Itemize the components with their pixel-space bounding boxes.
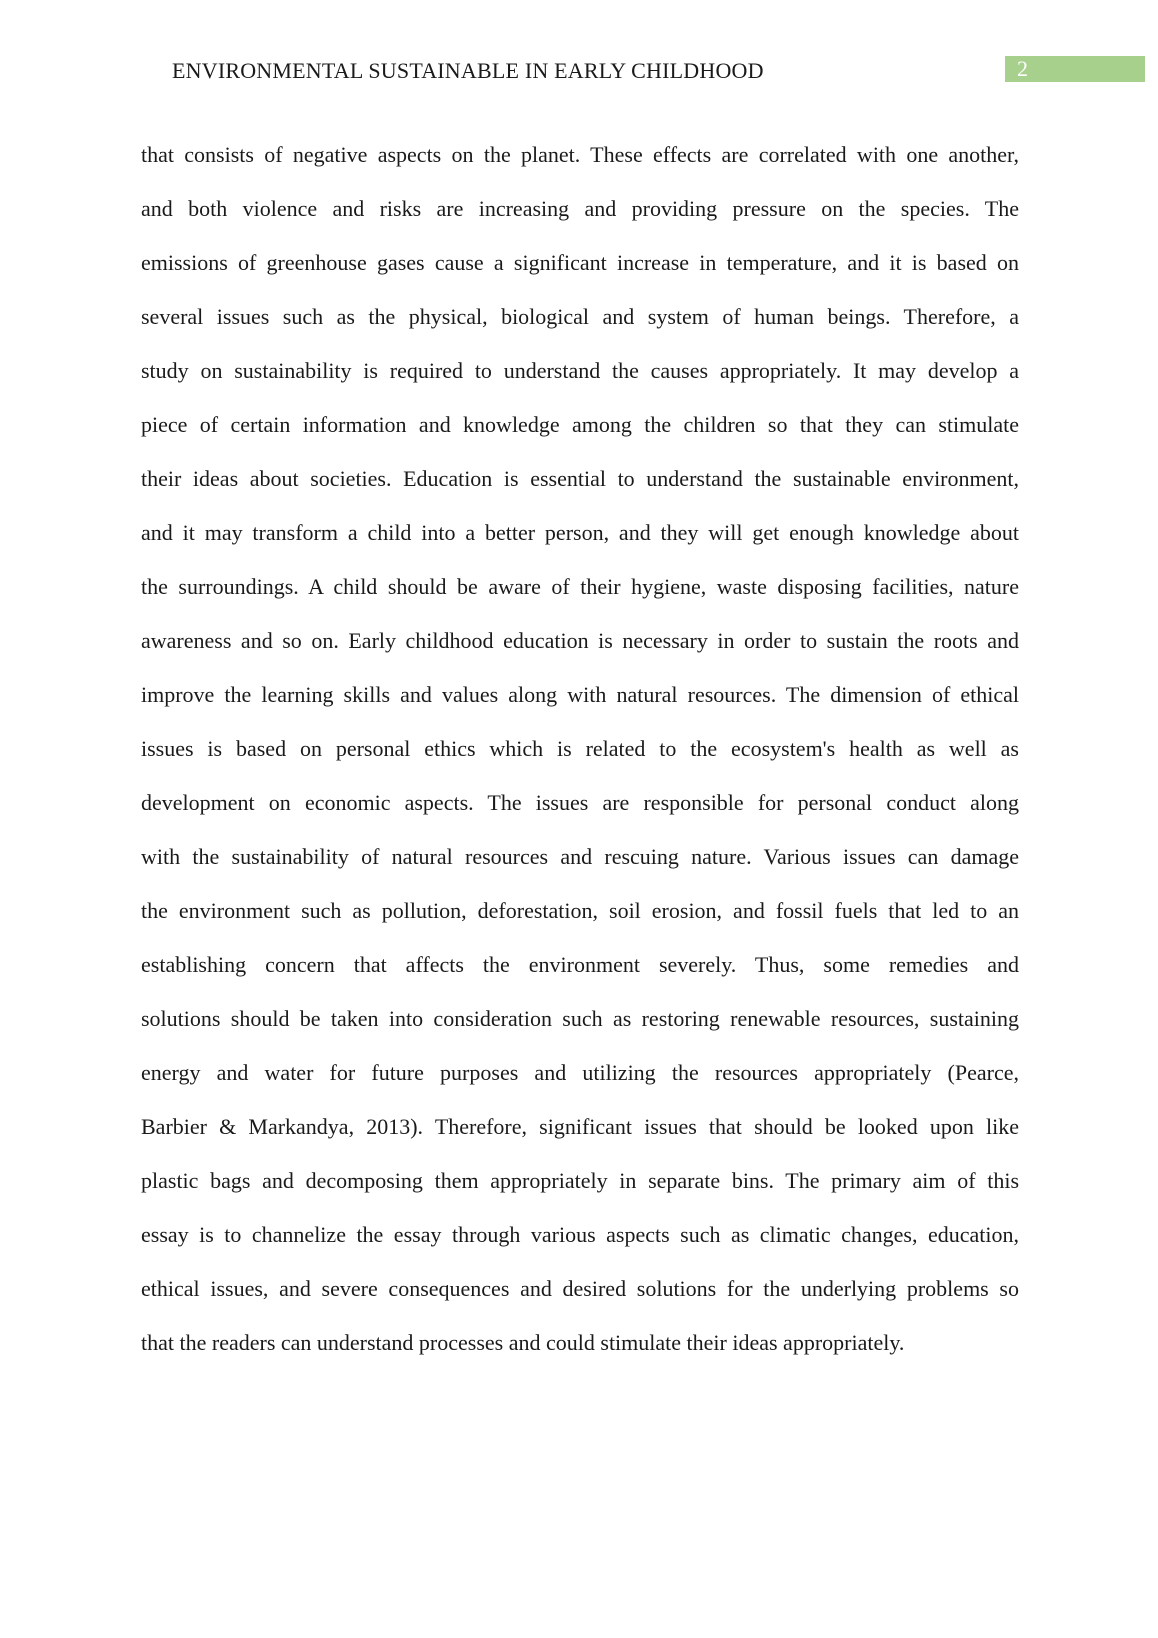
paragraph-line: plastic bags and decomposing them appropriately in separate bins. The primary aim of this	[141, 1168, 1019, 1193]
paragraph-line: energy and water for future purposes and utilizing the resources appropriately (Pearce,	[141, 1060, 1019, 1085]
paragraph-line: improve the learning skills and values along with natural resources. The dimension of ethical	[141, 682, 1019, 707]
paragraph-line: establishing concern that affects the environment severely. Thus, some remedies and	[141, 952, 1019, 977]
page-number-box	[1005, 56, 1145, 82]
paragraph-line: Barbier & Markandya, 2013). Therefore, significant issues that should be looked upon like	[141, 1114, 1019, 1139]
paragraph-line: the environment such as pollution, deforestation, soil erosion, and fossil fuels that led to an	[141, 898, 1019, 923]
running-head-title: ENVIRONMENTAL SUSTAINABLE IN EARLY CHILDHOOD	[172, 58, 764, 83]
paragraph-line: essay is to channelize the essay through various aspects such as climatic changes, education,	[141, 1222, 1019, 1247]
paragraph-line: piece of certain information and knowledge among the children so that they can stimulate	[141, 412, 1019, 437]
paragraph-line: emissions of greenhouse gases cause a significant increase in temperature, and it is based on	[141, 250, 1019, 275]
paragraph-line: issues is based on personal ethics which is related to the ecosystem's health as well as	[141, 736, 1019, 761]
paragraph-line: their ideas about societies. Education is essential to understand the sustainable environment,	[141, 466, 1019, 491]
paragraph-line: study on sustainability is required to understand the causes appropriately. It may develop a	[141, 358, 1019, 383]
paragraph-line: that consists of negative aspects on the planet. These effects are correlated with one another,	[141, 142, 1019, 167]
paragraph-line: development on economic aspects. The issues are responsible for personal conduct along	[141, 790, 1019, 815]
paragraph-line: several issues such as the physical, biological and system of human beings. Therefore, a	[141, 304, 1019, 329]
body-paragraph	[141, 136, 1019, 1378]
paragraph-line: and it may transform a child into a better person, and they will get enough knowledge about	[141, 520, 1019, 545]
page-number: 2	[1017, 56, 1028, 81]
paragraph-line: the surroundings. A child should be aware of their hygiene, waste disposing facilities, nature	[141, 574, 1019, 599]
paragraph-line: solutions should be taken into consideration such as restoring renewable resources, sustaining	[141, 1006, 1019, 1031]
paragraph-line: awareness and so on. Early childhood education is necessary in order to sustain the roots and	[141, 628, 1019, 653]
paragraph-line: with the sustainability of natural resources and rescuing nature. Various issues can damage	[141, 844, 1019, 869]
paragraph-line: and both violence and risks are increasing and providing pressure on the species. The	[141, 196, 1019, 221]
paragraph-line: ethical issues, and severe consequences and desired solutions for the underlying problems so	[141, 1276, 1019, 1301]
paragraph-line: that the readers can understand processes and could stimulate their ideas appropriately.	[141, 1330, 905, 1355]
